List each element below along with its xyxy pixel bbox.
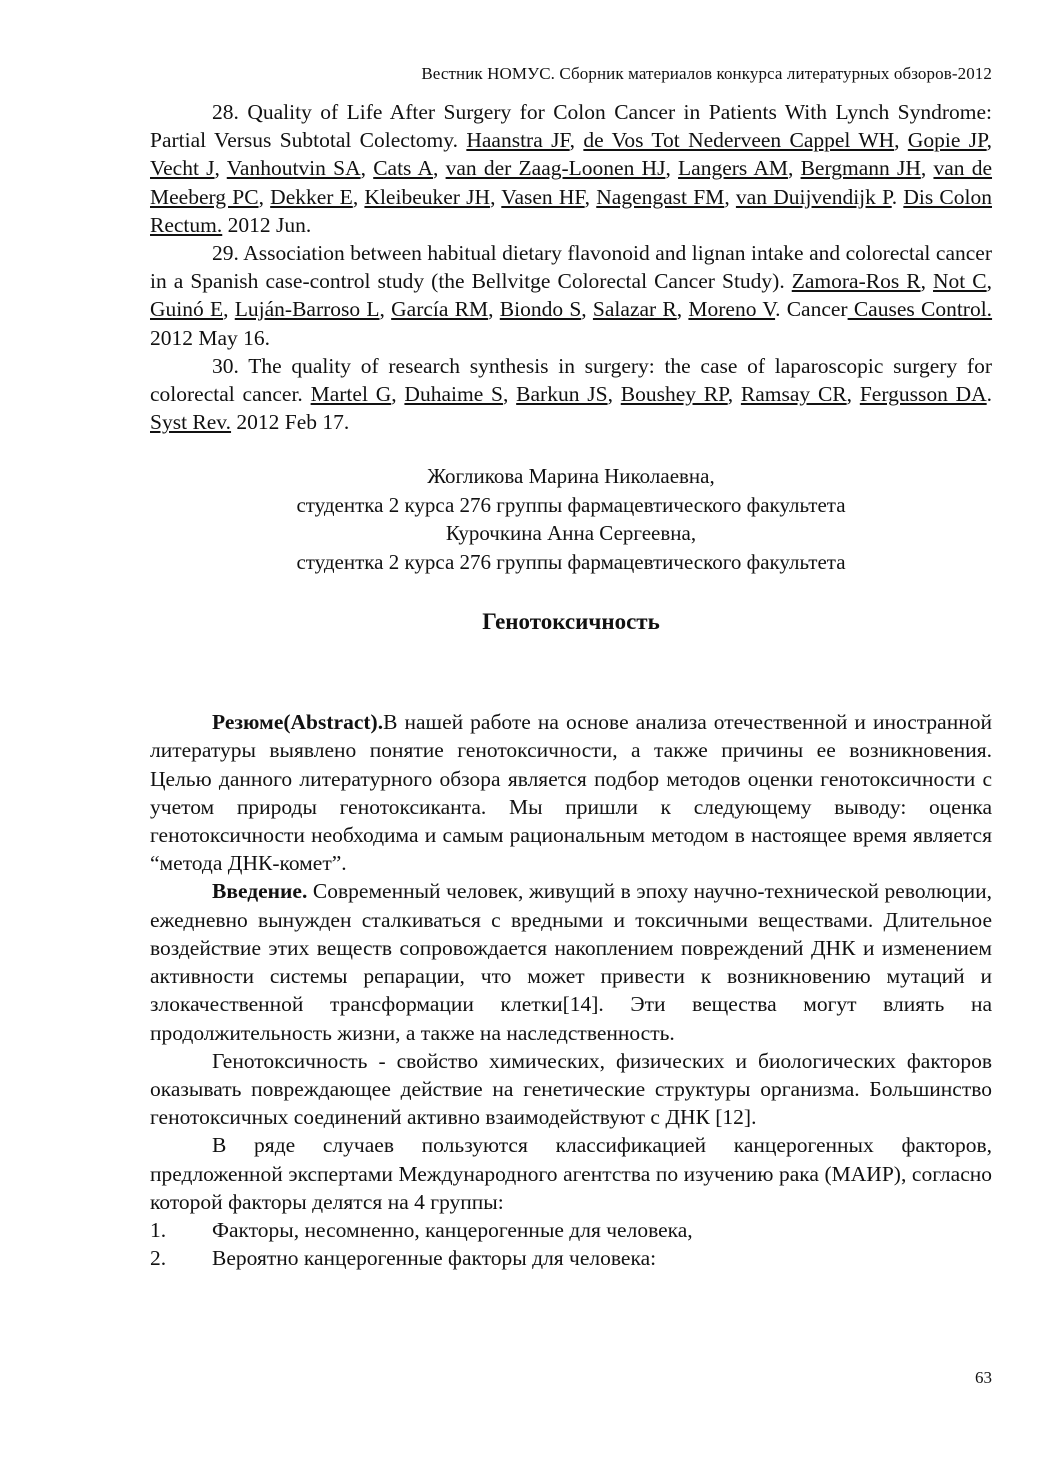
page-number: 63 <box>975 1368 992 1387</box>
list-item: 2. Вероятно канцерогенные факторы для человека: <box>150 1246 657 1271</box>
introduction-paragraph: Введение. Современный человек, живущий в эпоху научно-технической революции, ежедневно вынужден сталкиваться с вредными и токсичными веществами. Длительное воздействие этих веществ сопровождается накоплением повреждений ДНК и изменением активности системы репарации, что может привести к возникновению мутаций и злокачественной трансформации клетки[14]. Эти вещества могут влиять на продолжительность жизни, а также на наследственность. <box>150 879 992 1045</box>
abstract-label: Резюме(Abstract). <box>212 710 384 735</box>
author-link[interactable]: Guinó E <box>150 297 224 322</box>
classification-paragraph: В ряде случаев пользуются классификацией канцерогенных факторов, предложенной экспертами Международного агентства по изучению рака (МАИР), согласно которой факторы делятся на 4 группы: <box>150 1133 992 1214</box>
author-link[interactable]: Kleibeuker JH <box>364 184 491 209</box>
author-link[interactable]: Not C <box>933 269 987 294</box>
author-affiliation: студентка 2 курса 276 группы фармацевтического факультета <box>296 549 846 574</box>
author-link[interactable]: Cats A <box>373 156 433 181</box>
journal-link[interactable]: Causes Control. <box>847 297 993 322</box>
reference-authors: Zamora-Ros R, Not C, Guinó E, Luján-Barroso L, García RM, Biondo S, Salazar R, Moreno V <box>150 269 993 322</box>
list-item: 1. Факторы, несомненно, канцерогенные для человека, <box>150 1217 693 1242</box>
journal-link[interactable]: Dis Colon Rectum. <box>150 184 992 237</box>
author-block <box>150 462 992 576</box>
author-affiliation: студентка 2 курса 276 группы фармацевтического факультета <box>296 492 846 517</box>
author-name: Жогликова Марина Николаевна, <box>427 464 715 489</box>
definition-paragraph: Генотоксичность - свойство химических, физических и биологических факторов оказывать повреждающее действие на генетические структуры организма. Большинство генотоксичных соединений активно взаимодействуют с ДНК [12]. <box>150 1048 992 1130</box>
author-link[interactable]: Vanhoutvin SA <box>226 156 361 181</box>
author-link[interactable]: Vecht J <box>150 156 215 181</box>
introduction-label: Введение. <box>212 879 308 904</box>
article-title: Генотоксичность <box>482 609 660 635</box>
author-link[interactable]: Salazar R <box>592 297 677 322</box>
author-link[interactable]: Nagengast FM <box>596 184 725 209</box>
reference-28: 28. Quality of Life After Surgery for Colon Cancer in Patients With Lynch Syndrome: Partial Versus Subtotal Colectomy. Haanstra JF, de Vos Tot Nederveen Cappel WH, Gopie JP, Vecht J, Vanhoutvin SA, Cats A, van der Zaag-Loonen HJ, Langers AM, Bergmann JH, van de Meeberg PC, Dekker E, Kleibeuker JH, Vasen HF, Nagengast FM, van Duijvendijk P. Dis Colon Rectum. 2012 Jun. <box>150 100 993 237</box>
author-link[interactable]: Vasen HF <box>501 184 585 209</box>
reference-authors: Martel G, Duhaime S, Barkun JS, Boushey RP, Ramsay CR, Fergusson DA <box>310 382 987 407</box>
author-link[interactable]: Langers AM <box>678 156 788 181</box>
author-link[interactable]: Luján-Barroso L <box>234 297 380 322</box>
abstract-paragraph: Резюме(Abstract).В нашей работе на основе анализа отечественной и иностранной литературы выявлено понятие генотоксичности, а также причины ее возникновения. Целью данного литературного обзора является подбор методов оценки генотоксичности с учетом природы генотоксиканта. Мы пришли к следующему выводу: оценка генотоксичности необходима и самым рациональным методом в настоящее время является “метода ДНК-комет”. <box>150 710 992 876</box>
reference-30: 30. The quality of research synthesis in surgery: the case of laparoscopic surgery for colorectal cancer. Martel G, Duhaime S, Barkun JS, Boushey RP, Ramsay CR, Fergusson DA. Syst Rev. 2012 Feb 17. <box>150 353 993 435</box>
author-link[interactable]: Ramsay CR <box>740 382 847 407</box>
author-link[interactable]: Martel G <box>310 382 392 407</box>
author-link[interactable]: de Vos Tot Nederveen Cappel WH <box>583 128 895 153</box>
author-link[interactable]: Dekker E <box>270 184 353 209</box>
author-link[interactable]: Barkun JS <box>516 382 608 407</box>
author-link[interactable]: Biondo S <box>499 297 582 322</box>
author-link[interactable]: van der Zaag-Loonen HJ <box>445 156 666 181</box>
author-link[interactable]: Haanstra JF <box>466 128 570 153</box>
author-link[interactable]: Gopie JP <box>907 128 987 153</box>
author-name: Курочкина Анна Сергеевна, <box>445 521 697 546</box>
author-link[interactable]: Zamora-Ros R <box>791 269 921 294</box>
author-link[interactable]: van Duijvendijk P <box>735 184 892 209</box>
journal-link[interactable]: Syst Rev. <box>150 410 232 435</box>
reference-authors: Haanstra JF, de Vos Tot Nederveen Cappel WH, Gopie JP, Vecht J, Vanhoutvin SA, Cats A, van der Zaag-Loonen HJ, Langers AM, Bergmann JH, van de Meeberg PC, Dekker E, Kleibeuker JH, Vasen HF, Nagengast FM, van Duijvendijk P <box>150 128 993 209</box>
running-header: Вестник НОМУС. Сборник материалов конкурса литературных обзоров-2012 <box>421 64 992 83</box>
author-link[interactable]: Moreno V <box>688 297 776 322</box>
author-link[interactable]: Bergmann JH <box>800 156 921 181</box>
author-link[interactable]: García RM <box>391 297 489 322</box>
page-content <box>150 98 992 1272</box>
author-link[interactable]: van de Meeberg PC <box>150 156 993 209</box>
author-link[interactable]: Fergusson DA <box>859 382 987 407</box>
reference-29: 29. Association between habitual dietary flavonoid and lignan intake and colorectal cancer in a Spanish case-control study (the Bellvitge Colorectal Cancer Study). Zamora-Ros R, Not C, Guinó E, Luján-Barroso L, García RM, Biondo S, Salazar R, Moreno V. Cancer Causes Control. 2012 May 16. <box>150 241 993 350</box>
author-link[interactable]: Boushey RP <box>620 382 728 407</box>
author-link[interactable]: Duhaime S <box>404 382 503 407</box>
